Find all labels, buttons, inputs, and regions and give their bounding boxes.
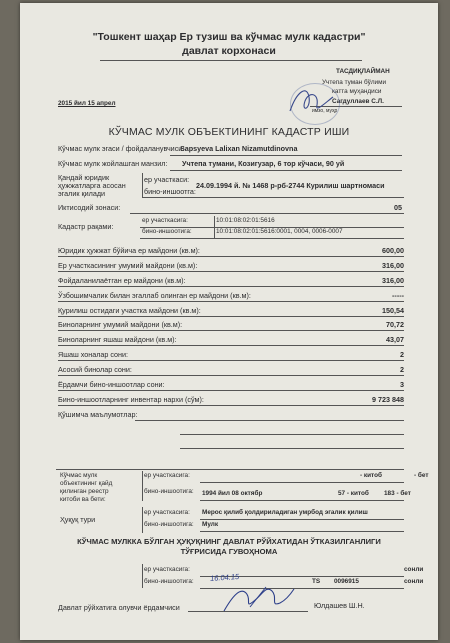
area-label-buildings-total: Биноларнинг умумий майдони (кв.м):: [58, 320, 183, 329]
zone-value: 05: [394, 203, 402, 212]
rights-label-line2: ҳужжатларга асосан: [58, 181, 126, 190]
registry-sub-land: ер участкасига:: [144, 472, 190, 479]
cadastre-value-building: 10:01:08:02:01:5616:0001, 0004, 0006-0007: [216, 228, 343, 235]
owner-value: Sapsyeva Lalixan Nizamutdinovna: [180, 144, 298, 153]
certificate-title-line2: ТЎҒРИСИДА ГУВОҲНОМА: [180, 547, 278, 556]
area-label-built: Қурилиш остидаги участка майдони (кв.м):: [58, 306, 201, 315]
owner-label: Кўчмас мулк эгаси / фойдаланувчиси:: [58, 144, 185, 153]
area-row-line: [58, 345, 404, 346]
right-type-building-value: Мулк: [202, 521, 219, 528]
right-type-bracket: [142, 507, 143, 533]
area-value-used-land: 316,00: [382, 276, 404, 285]
registrar-name: Юлдашев Ш.Н.: [314, 601, 365, 610]
rooms-label: Яшаш хоналар сони:: [58, 350, 129, 359]
rights-value: 24.09.1994 й. № 1468 р-рб-2744 Курилиш шартномаси: [196, 181, 385, 190]
main-buildings-label: Асосий бинолар сони:: [58, 365, 132, 374]
approval-date: 2015 йил 15 апрел: [58, 100, 116, 107]
area-label-total-land: Ер участкасининг умумий майдони (кв.м):: [58, 261, 198, 270]
address-label: Кўчмас мулк жойлашган манзил:: [58, 159, 168, 168]
area-value-buildings-total: 70,72: [386, 320, 404, 329]
registry-label-line2: объектининг қайд: [60, 480, 113, 487]
area-row-line: [58, 360, 404, 361]
registry-label-line1: Кўчмас мулк: [60, 472, 98, 479]
cadastre-mid-line: [140, 227, 404, 228]
address-underline: [170, 170, 402, 171]
rights-sub-land: ер участкаси:: [144, 175, 190, 184]
registry-top-line: [56, 469, 404, 470]
area-label-living: Биноларнинг яшаш майдони (кв.м):: [58, 335, 177, 344]
registrar-signature: [220, 581, 298, 615]
owner-underline: [170, 155, 402, 156]
approval-name: Сагдуллаев С.Л.: [332, 98, 384, 105]
right-type-land-value: Мерос қилиб қолдириладиган умрбод эгалик қилиш: [202, 509, 368, 516]
area-row-line: [58, 405, 404, 406]
certificate-handwritten-date: 16.04.15: [209, 571, 240, 584]
header-underline: [100, 60, 362, 61]
registry-building-kitob: 57 - китоб: [338, 490, 369, 497]
right-type-line: [200, 519, 404, 520]
area-label-used-land: Фойдаланилаётган ер майдони (кв.м):: [58, 276, 186, 285]
area-value-living: 43,07: [386, 335, 404, 344]
cadastre-sub-building: бино-иншоотига:: [142, 228, 192, 235]
sign-seal-caption: имзо, муҳр: [312, 108, 338, 114]
extra-info-label: Қўшимча маълумотлар:: [58, 410, 138, 419]
cadastre-sub-land: ер участкасига:: [142, 217, 188, 224]
extra-info-line: [180, 434, 404, 435]
certificate-suffix-land: сонли: [404, 566, 424, 573]
rights-sub-building: бино-иншоотга:: [144, 187, 196, 196]
address-value: Учтепа тумани, Козигузар, 6 тор кўчаси, 90 уй: [182, 159, 345, 168]
area-row-line: [58, 256, 404, 257]
right-type-line: [200, 531, 404, 532]
org-name-line2: давлат корхонаси: [182, 45, 276, 57]
area-row-line: [58, 271, 404, 272]
registry-sub-building: бино-иншоотига:: [144, 488, 194, 495]
inventory-price-label: Бино-иншоотларнинг инвентар нархи (сўм):: [58, 395, 204, 404]
registry-label-line4: китоби ва бети:: [60, 496, 106, 503]
zone-label: Иктисодий зонаси:: [58, 203, 121, 212]
registry-bracket: [142, 471, 143, 501]
cadastre-label: Кадастр рақами:: [58, 222, 114, 231]
rooms-value: 2: [400, 350, 404, 359]
cadastre-underline: [140, 238, 404, 239]
certificate-series: TS: [312, 578, 321, 585]
extra-info-line: [135, 420, 404, 421]
area-label-seized-land: Ўзбошимчалик билан эгаллаб олинган ер майдони (кв.м):: [58, 291, 251, 300]
rights-underline: [142, 197, 404, 198]
area-value-total-land: 316,00: [382, 261, 404, 270]
registrar-label: Давлат рўйхатига олувчи ёрдамчиси: [58, 603, 180, 612]
right-type-label: Ҳуқуқ тури: [60, 515, 96, 524]
certificate-title-line1: КЎЧМАС МУЛККА БЎЛГАН ҲУҚУҚНИНГ ДАВЛАТ РЎЙХАТИДАН ЎТКАЗИЛГАНЛИГИ: [77, 537, 381, 546]
main-buildings-value: 2: [400, 365, 404, 374]
certificate-sub-land: ер участкасига:: [144, 566, 190, 573]
cadastre-value-land: 10:01:08:02:01:5616: [216, 217, 275, 224]
zone-underline: [130, 213, 404, 214]
area-value-built: 150,54: [382, 306, 404, 315]
extra-info-line: [180, 448, 404, 449]
registry-label-line3: қилинган реестр: [60, 488, 109, 495]
registry-land-kitob: - китоб: [360, 472, 382, 479]
area-value-seized-land: -----: [392, 291, 404, 300]
registry-building-line: [200, 500, 404, 501]
rights-bracket: [142, 173, 143, 197]
right-type-sub-land: ер участкасига:: [144, 509, 190, 516]
registry-land-line: [200, 482, 404, 483]
area-row-line: [58, 316, 404, 317]
approval-title: ТАСДИҚЛАЙМАН: [336, 68, 390, 75]
aux-buildings-value: 3: [400, 380, 404, 389]
rights-label-line1: Қандай юридик: [58, 173, 110, 182]
registry-building-date: 1994 йил 08 октябр: [202, 490, 263, 497]
certificate-sub-building: бино-иншоотига:: [144, 578, 194, 585]
approval-signature: [285, 83, 340, 118]
aux-buildings-label: Ёрдамчи бино-иншоотлар сони:: [58, 380, 165, 389]
area-row-line: [58, 301, 404, 302]
registry-building-bet: 183 - бет: [384, 490, 411, 497]
certificate-bracket: [142, 564, 143, 588]
approval-line1: Учтепа туман бўлими: [322, 79, 387, 86]
area-label-legal: Юридик ҳужжат бўйича ер майдони (кв.м):: [58, 246, 200, 255]
area-row-line: [58, 330, 404, 331]
document-title: КЎЧМАС МУЛК ОБЪЕКТИНИНГ КАДАСТР ИШИ: [108, 126, 350, 138]
inventory-price-value: 9 723 848: [372, 395, 404, 404]
certificate-suffix-building: сонли: [404, 578, 424, 585]
area-row-line: [58, 286, 404, 287]
area-row-line: [58, 375, 404, 376]
registry-land-bet: - бет: [414, 472, 429, 479]
org-name-line1: "Тошкент шаҳар Ер тузиш ва кўчмас мулк кадастри": [92, 31, 366, 43]
area-value-legal: 600,00: [382, 246, 404, 255]
right-type-sub-building: бино-иншоотига:: [144, 521, 194, 528]
cadastre-document: [20, 3, 438, 640]
rights-label-line3: эгалик қилади: [58, 189, 106, 198]
area-row-line: [58, 390, 404, 391]
approval-line2: катта муҳандиси: [332, 88, 382, 95]
certificate-number: 0096915: [334, 578, 359, 585]
